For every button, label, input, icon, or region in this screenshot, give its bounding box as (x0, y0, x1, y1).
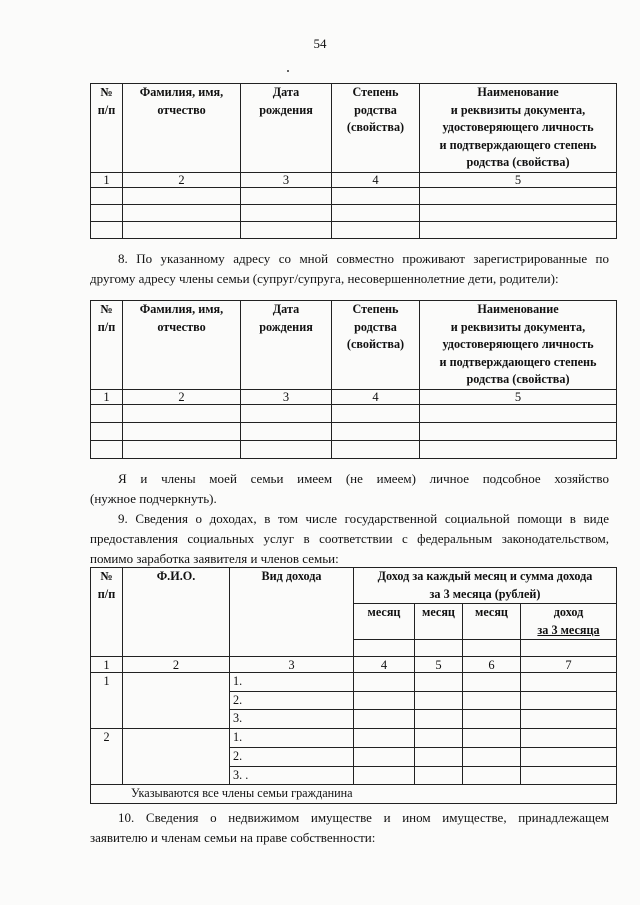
header-birth: Дата рождения (241, 301, 332, 390)
income-header-month-3: месяц (463, 604, 521, 640)
table-row (91, 187, 617, 204)
table-row: 3. (91, 710, 617, 729)
table-row: 2. (91, 747, 617, 766)
income-footnote: Указываются все члены семьи гражданина (91, 785, 617, 804)
page-number: 54 (313, 36, 327, 51)
income-column-number-row: 1 2 3 4 5 6 7 (91, 657, 617, 673)
income-header-total: доход за 3 месяца (521, 604, 617, 640)
table-row: 2 1. (91, 728, 617, 747)
table-row: 1 1. (91, 673, 617, 692)
income-header-type: Вид дохода (230, 568, 354, 657)
column-number-row: 1 2 3 4 5 (91, 172, 617, 187)
column-number-row: 1 2 3 4 5 (91, 389, 617, 404)
header-document: Наименование и реквизиты документа, удостоверяющего личность и подтверждающего степень родства (свойства) (420, 301, 617, 390)
income-header-month-2: месяц (415, 604, 463, 640)
section-8-text: 8. По указанному адресу со мной совместно проживают зарегистрированные по другому адресу члены семьи (супруг/супруга, несовершеннолетние дети, родители): (90, 251, 609, 286)
header-birth: Дата рождения (241, 84, 332, 173)
section-9-text: 9. Сведения о доходах, в том числе государственной социальной помощи в виде предоставления социальных услуг в соответствии с федеральным законодательством, помимо заработка заявителя и членов семьи: (90, 511, 609, 566)
household-text: Я и члены моей семьи имеем (не имеем) личное подсобное хозяйство (нужное подчеркнуть). (90, 471, 609, 506)
family-table-1 (90, 83, 617, 239)
table-row (91, 204, 617, 221)
income-header-fio: Ф.И.О. (123, 568, 230, 657)
table-row (91, 422, 617, 440)
table-row (91, 440, 617, 458)
table-row: 3. . (91, 766, 617, 785)
income-header-month-1: месяц (354, 604, 415, 640)
table-row (91, 404, 617, 422)
scan-dot (287, 70, 289, 72)
income-table (90, 567, 617, 804)
income-header-num: № п/п (91, 568, 123, 657)
family-table-2 (90, 300, 617, 459)
table-row: 2. (91, 691, 617, 710)
table-row (91, 221, 617, 238)
income-header-income: Доход за каждый месяц и сумма дохода за 3 месяца (рублей) (354, 568, 617, 604)
header-num: № п/п (91, 84, 123, 173)
header-name: Фамилия, имя, отчество (123, 84, 241, 173)
header-relation: Степень родства (свойства) (332, 84, 420, 173)
header-relation: Степень родства (свойства) (332, 301, 420, 390)
header-name: Фамилия, имя, отчество (123, 301, 241, 390)
section-10-text: 10. Сведения о недвижимом имуществе и ином имуществе, принадлежащем заявителю и членам семьи на праве собственности: (90, 810, 609, 845)
header-document: Наименование и реквизиты документа, удостоверяющего личность и подтверждающего степень родства (свойства) (420, 84, 617, 173)
header-num: № п/п (91, 301, 123, 390)
